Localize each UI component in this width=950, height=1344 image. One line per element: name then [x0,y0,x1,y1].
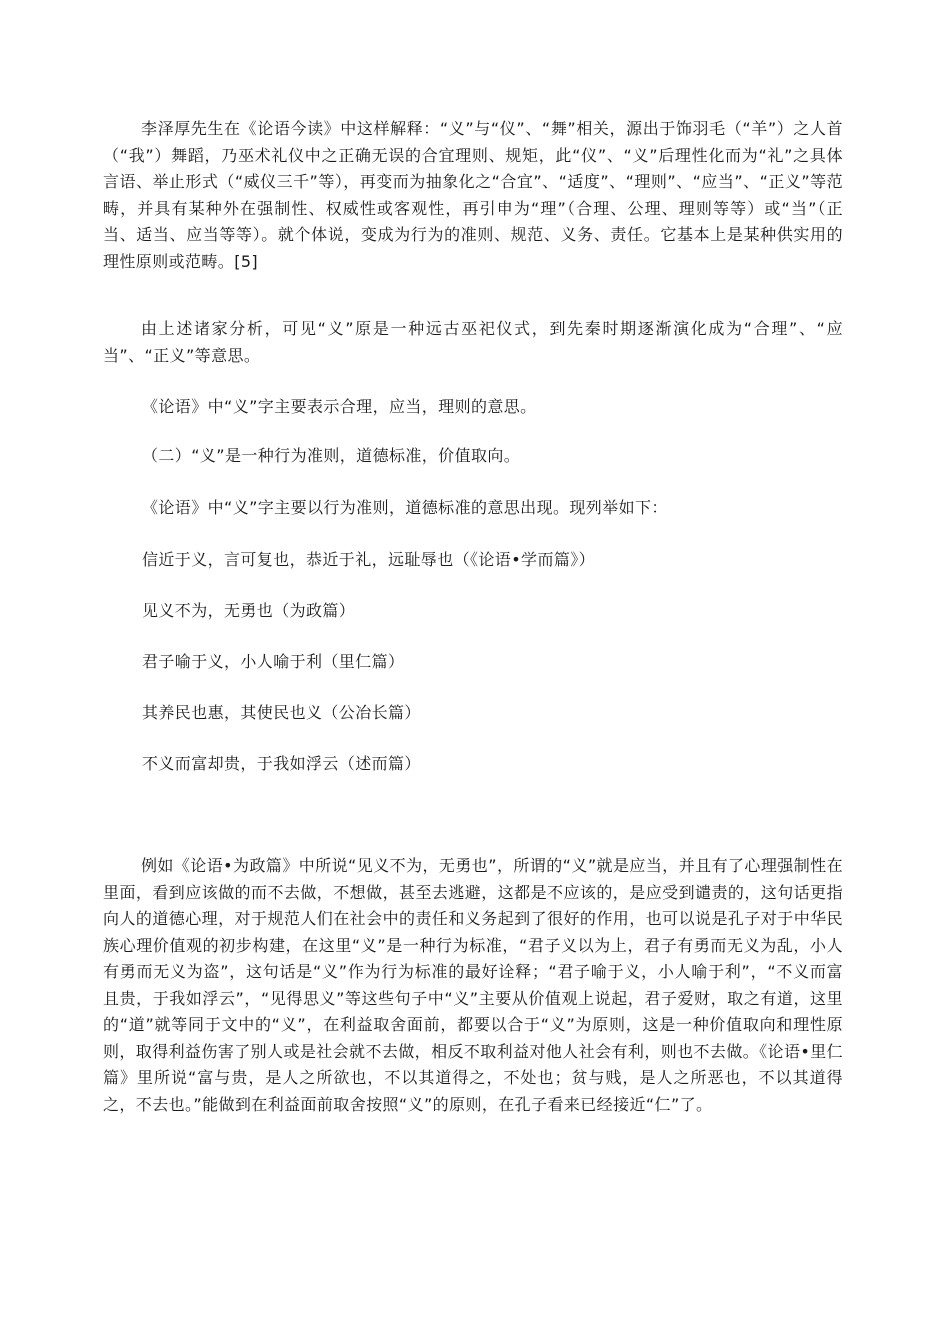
section-heading-yi-behavior-norm: （二）“义”是一种行为准则，道德标准，价值取向。 [142,446,521,465]
quote-li-ren: 君子喻于义，小人喻于利（里仁篇） [142,652,405,671]
paragraph-yi-origin-summary: 由上述诸家分析，可见“义”原是一种远古巫祀仪式，到先秦时期逐渐演化成为“合理”、“应当”、“正义”等意思。 [103,319,843,365]
quote-shu-er: 不义而富却贵，于我如浮云（述而篇） [142,754,421,773]
paragraph-wei-zheng-analysis: 例如《论语•为政篇》中所说“见义不为，无勇也”，所谓的“义”就是应当，并且有了心理强制性在里面，看到应该做的而不去做，不想做，甚至去逃避，这都是不应该的，是应受到谴责的，这句话更指向人的道德心理，对于规范人们在社会中的责任和义务起到了很好的作用，也可以说是孔子对于中华民族心理价值观的初步构建，在这里“义”是一种行为标准，“君子义以为上，君子有勇而无义为乱，小人有勇而无义为盗”，这句话是“义”作为行为标准的最好诠释；“君子喻于义，小人喻于利”，“不义而富且贵，于我如浮云”，“见得思义”等这些句子中“义”主要从价值观上说起，君子爱财，取之有道，这里的“道”就等同于文中的“义”，在利益取舍面前，都要以合于“义”为原则，这是一种价值取向和理性原则，取得利益伤害了别人或是社会就不去做，相反不取利益对他人社会有利，则也不去做。《论语•里仁篇》里所说“富与贵，是人之所欲也，不以其道得之，不处也；贫与贱，是人之所恶也，不以其道得之，不去也。”能做到在利益面前取舍按照“义”的原则，在孔子看来已经接近“仁”了。 [103,856,843,1114]
quote-gongye-chang: 其养民也惠，其使民也义（公冶长篇） [142,703,421,722]
paragraph-li-zehou-explanation: 李泽厚先生在《论语今读》中这样解释：“义”与“仪”、“舞”相关，源出于饰羽毛（“羊”）之人首（“我”）舞蹈，乃巫术礼仪中之正确无误的合宜理则、规矩，此“仪”、“义”后理性化而为“礼”之具体言语、举止形式（“威仪三千”等），再变而为抽象化之“合宜”、“适度”、“理则”、“应当”、“正义”等范畴，并具有某种外在强制性、权威性或客观性，再引申为“理”（合理、公理、理则等等）或“当”（正当、适当、应当等等）。就个体说，变成为行为的准则、规范、义务、责任。它基本上是某种供实用的理性原则或范畴。[5] [103,119,843,271]
quote-xue-er: 信近于义，言可复也，恭近于礼，远耻辱也（《论语•学而篇》） [142,550,596,569]
line-examples-intro: 《论语》中“义”字主要以行为准则，道德标准的意思出现。现列举如下： [142,498,668,517]
line-lunyu-yi-meaning: 《论语》中“义”字主要表示合理，应当，理则的意思。 [142,397,537,416]
quote-wei-zheng: 见义不为，无勇也（为政篇） [142,601,356,620]
